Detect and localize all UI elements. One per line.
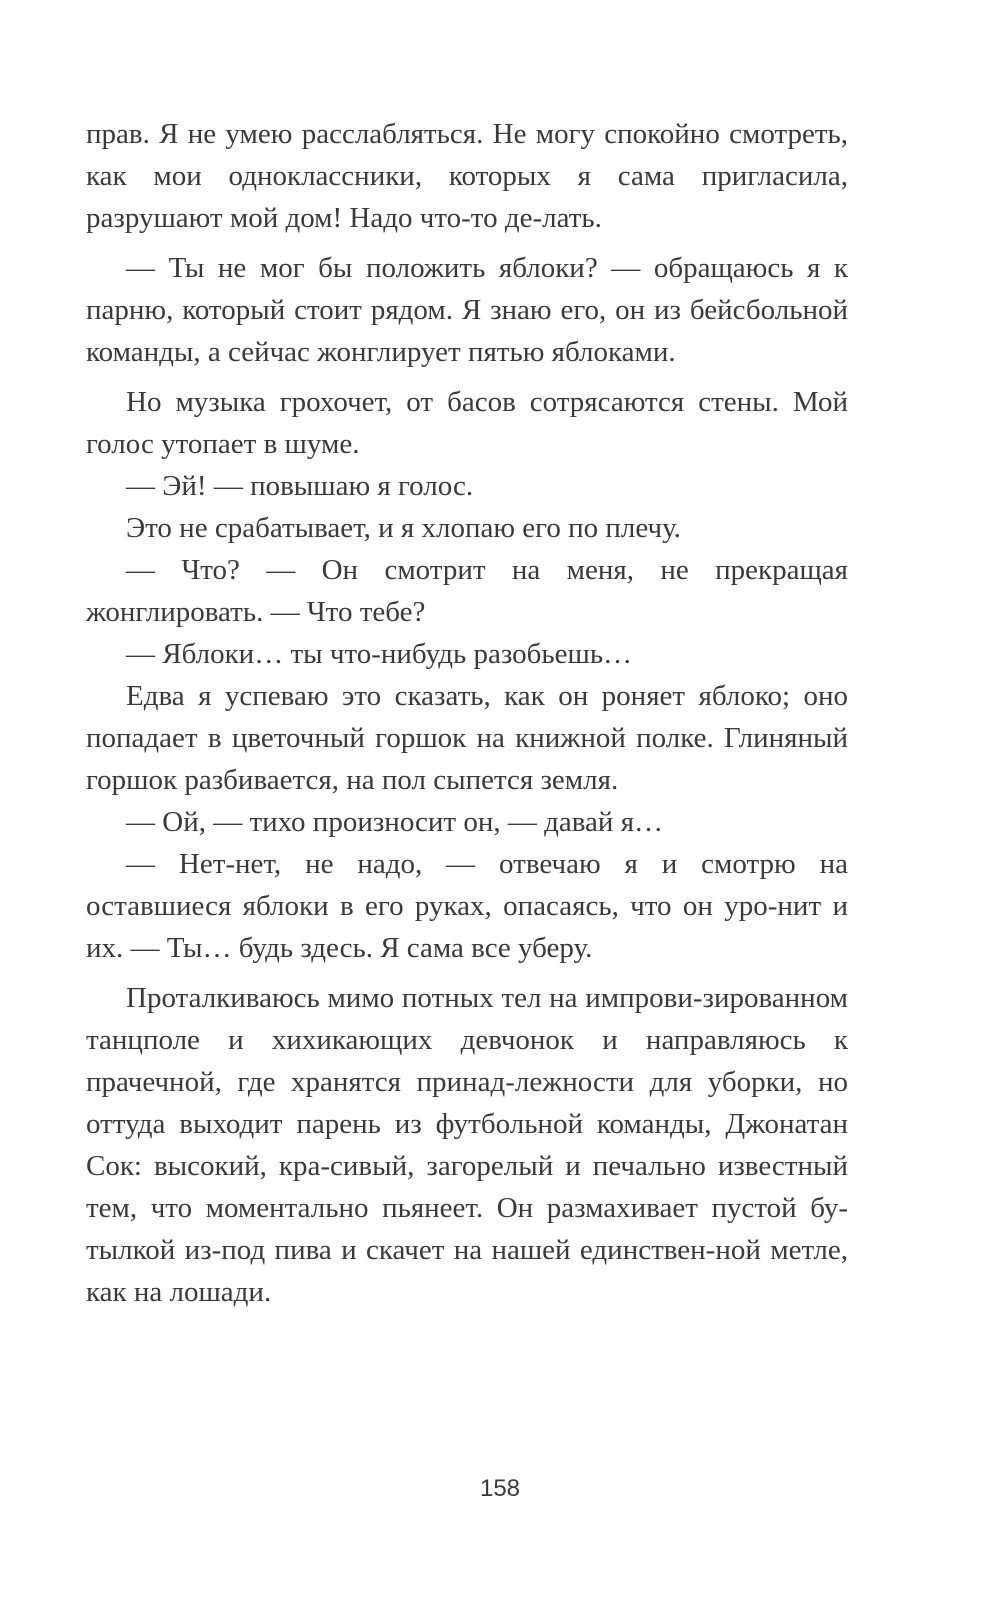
- paragraph: — Нет-нет, не надо, — отвечаю я и смотрю на оставшиеся яблоки в его руках, опасаясь, что он уро-нит и их. — Ты… будь здесь. Я сама все уберу.: [86, 848, 848, 964]
- paragraph: — Что? — Он смотрит на меня, не прекращая жонглировать. — Что тебе?: [86, 554, 848, 628]
- paragraph: прав. Я не умею расслабляться. Не могу спокойно смотреть, как мои одноклассники, которых я сама пригласила, разрушают мой дом! Надо что-то де-лать.: [86, 118, 848, 234]
- paragraph: — Эй! — повышаю я голос.: [126, 470, 474, 502]
- paragraph: — Яблоки… ты что-нибудь разобьешь…: [126, 638, 633, 670]
- paragraph: — Ой, — тихо произносит он, — давай я…: [126, 806, 664, 838]
- page-number: 158: [479, 1475, 521, 1502]
- paragraph: Это не срабатывает, и я хлопаю его по плечу.: [126, 512, 681, 544]
- paragraph: Едва я успеваю это сказать, как он роняет яблоко; оно попадает в цветочный горшок на книжной полке. Глиняный горшок разбивается, на пол сыпется земля.: [86, 680, 848, 796]
- page-body: [86, 113, 848, 1313]
- paragraph: Но музыка грохочет, от басов сотрясаются стены. Мой голос утопает в шуме.: [86, 386, 848, 460]
- paragraph: Проталкиваюсь мимо потных тел на импрови-зированном танцполе и хихикающих девчонок и направляюсь к прачечной, где хранятся принад-лежности для уборки, но оттуда выходит парень из футбольной команды, Джонатан Сок: высокий, кра-сивый, загорелый и печально известный тем, что моментально пьянеет. Он размахивает пустой бу-тылкой из-под пива и скачет на нашей единствен-ной метле, как на лошади.: [86, 982, 848, 1308]
- paragraph: — Ты не мог бы положить яблоки? — обращаюсь я к парню, который стоит рядом. Я знаю его, он из бейсбольной команды, а сейчас жонглирует пятью яблоками.: [86, 252, 848, 368]
